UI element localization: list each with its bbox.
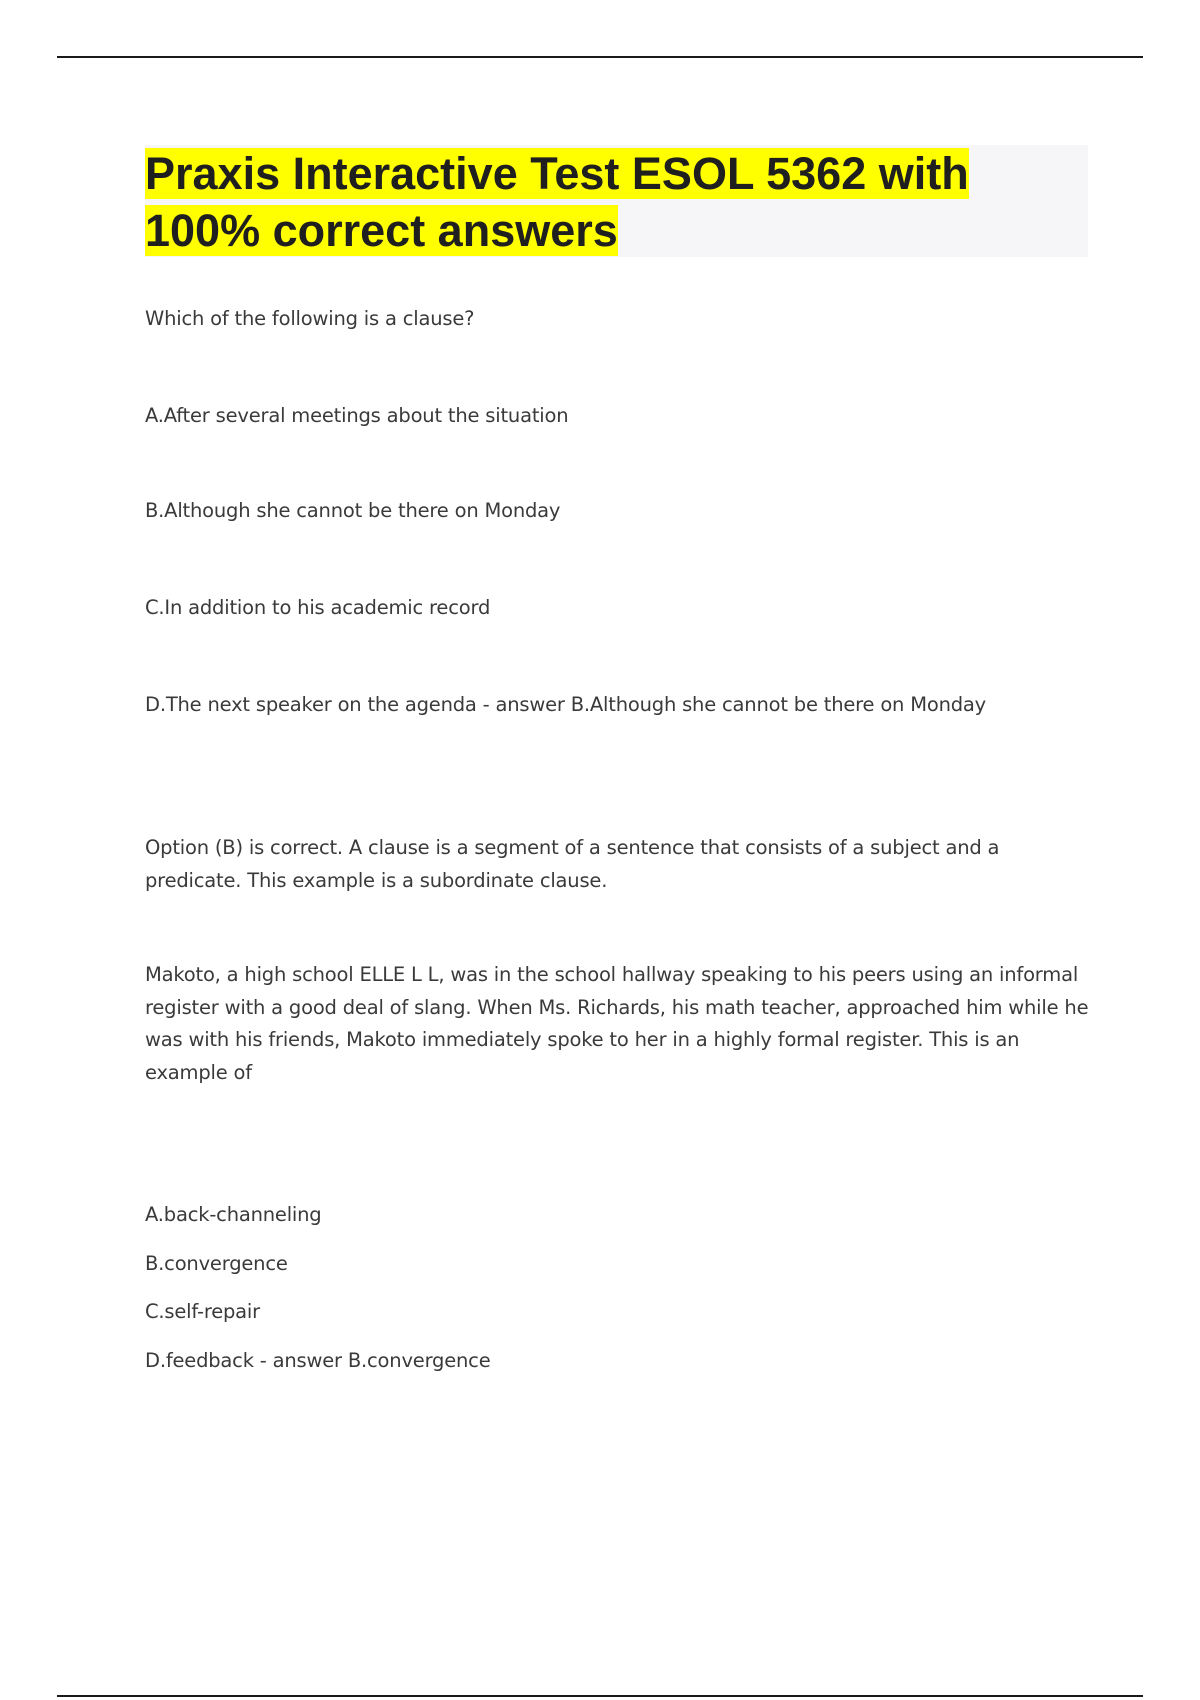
question-1-text: Which of the following is a clause? (145, 307, 475, 330)
question-2-text: Makoto, a high school ELLE L L, was in the school hallway speaking to his peers using an informal register with a good deal of slang. When Ms. Richards, his math teacher, approached him while he was with his friends, Makoto immediately spoke to her in a highly formal register. This is an example of (145, 963, 1089, 1084)
question-1-option-a: A.After several meetings about the situation (145, 404, 569, 427)
question-1-option-c: C.In addition to his academic record (145, 596, 491, 619)
question-1-explanation: Option (B) is correct. A clause is a segment of a sentence that consists of a subject and a predicate. This example is a subordinate clause. (145, 836, 1000, 892)
title-highlight: Praxis Interactive Test ESOL 5362 with 100% correct answers (145, 148, 969, 256)
top-rule (57, 56, 1143, 58)
question-2-option-d-answer: D.feedback - answer B.convergence (145, 1349, 491, 1372)
bottom-rule (57, 1695, 1143, 1697)
document-title (145, 145, 1088, 259)
question-1-option-d-answer: D.The next speaker on the agenda - answer B.Although she cannot be there on Monday (145, 693, 987, 716)
question-1-option-b: B.Although she cannot be there on Monday (145, 499, 561, 522)
question-2-option-c: C.self-repair (145, 1300, 260, 1323)
question-2-option-a: A.back-channeling (145, 1203, 322, 1226)
title-block (145, 145, 1088, 257)
question-2-option-b: B.convergence (145, 1252, 288, 1275)
